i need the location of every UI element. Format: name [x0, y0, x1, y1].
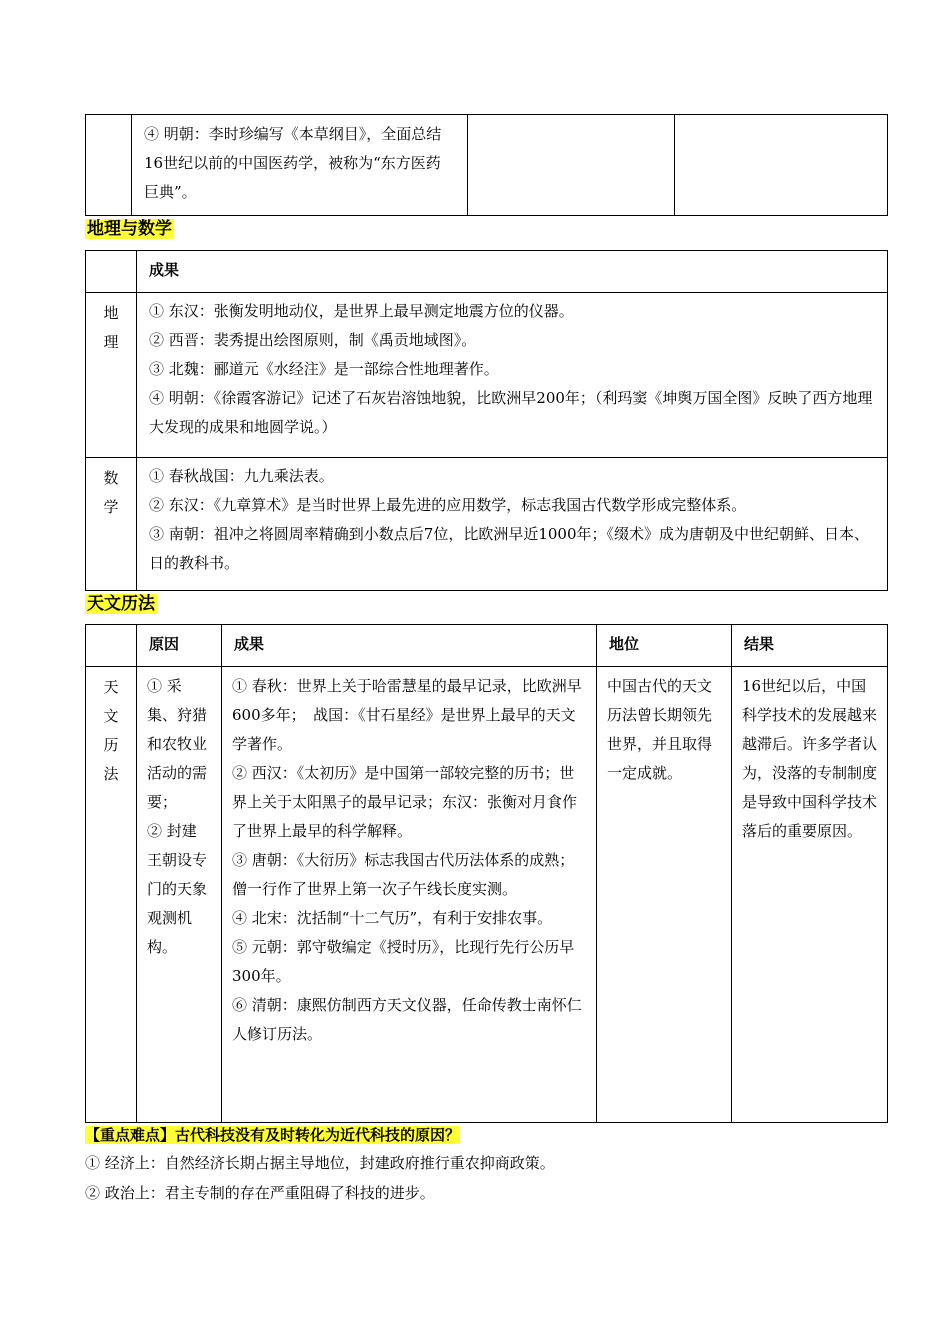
header-cell: [597, 625, 732, 667]
geo-label-cell: [86, 293, 137, 458]
column-header-result: 成果: [149, 261, 180, 279]
row-label-char: 文: [103, 707, 119, 725]
section-heading-astronomy: 天文历法: [87, 594, 155, 614]
header-cell: [222, 625, 597, 667]
geo-math-table: [85, 250, 888, 591]
key-point-list: [85, 1148, 887, 1208]
row-label-char: 法: [103, 765, 119, 783]
result-item: ① 春秋：世界上关于哈雷慧星的最早记录，比欧洲早600多年； 战国：《甘石星经》是世界上最早的天文学著作。: [232, 677, 582, 753]
row-label-char: 学: [103, 498, 119, 516]
astronomy-table: [85, 624, 888, 1123]
reason-item: ① 采集、狩猎和农牧业活动的需要；: [147, 677, 208, 811]
key-point-item: ① 经济上：自然经济长期占据主导地位，封建政府推行重农抑商政策。: [85, 1154, 555, 1172]
list-item: ② 西晋：裴秀提出绘图原则，制《禹贡地域图》。: [149, 331, 477, 349]
section-heading-geo-math: 地理与数学: [87, 219, 172, 239]
list-item: ① 东汉：张衡发明地动仪，是世界上最早测定地震方位的仪器。: [149, 302, 574, 320]
result-item: ④ 北宋：沈括制“十二气历”，有利于安排农事。: [232, 909, 553, 927]
astronomy-label-cell: [86, 667, 137, 1123]
row-label-char: 数: [103, 469, 119, 487]
column-header-outcome: 结果: [744, 635, 775, 653]
result-cell: [222, 667, 597, 1123]
empty-cell: [675, 115, 888, 216]
medicine-table: [85, 114, 888, 216]
list-item: ② 东汉：《九章算术》是当时世界上最先进的应用数学，标志我国古代数学形成完整体系。: [149, 496, 747, 514]
column-header-status: 地位: [609, 635, 640, 653]
status-text: 中国古代的天文历法曾长期领先世界，并且取得一定成就。: [607, 677, 713, 782]
result-item: ⑤ 元朝：郭守敬编定《授时历》，比现行先行公历早300年。: [232, 938, 575, 985]
medicine-item-4: ④ 明朝：李时珍编写《本草纲目》，全面总结16世纪以前的中国医药学，被称为“东方医药巨典”。: [144, 125, 442, 201]
row-label-char: 理: [103, 333, 119, 351]
empty-label-cell: [86, 115, 132, 216]
math-label-cell: [86, 458, 137, 591]
geo-math-header: [137, 251, 888, 293]
empty-header-cell: [86, 625, 137, 667]
empty-cell: [468, 115, 675, 216]
medicine-cell: [132, 115, 468, 216]
list-item: ④ 明朝：《徐霞客游记》记述了石灰岩溶蚀地貌，比欧洲早200年；（利玛窦《坤舆万国全图》反映了西方地理大发现的成果和地圆学说。）: [149, 389, 873, 436]
column-header-result: 成果: [234, 635, 265, 653]
key-point-title: 【重点难点】古代科技没有及时转化为近代科技的原因？: [85, 1126, 461, 1144]
geo-items-cell: [137, 293, 888, 458]
outcome-text: 16世纪以后，中国科学技术的发展越来越滞后。许多学者认为，没落的专制制度是导致中国科学技术落后的重要原因。: [742, 677, 878, 840]
status-cell: [597, 667, 732, 1123]
reason-cell: [137, 667, 222, 1123]
result-item: ③ 唐朝：《大衍历》标志我国古代历法体系的成熟；僧一行作了世界上第一次子午线长度实测。: [232, 851, 575, 898]
header-cell: [137, 625, 222, 667]
math-items-cell: [137, 458, 888, 591]
result-item: ② 西汉：《太初历》是中国第一部较完整的历书；世界上关于太阳黑子的最早记录；东汉：张衡对月食作了世界上最早的科学解释。: [232, 764, 578, 840]
column-header-reason: 原因: [149, 635, 180, 653]
row-label-char: 历: [103, 736, 119, 754]
header-cell: [732, 625, 888, 667]
result-item: ⑥ 清朝：康熙仿制西方天文仪器，任命传教士南怀仁人修订历法。: [232, 996, 582, 1043]
key-point-item: ② 政治上：君主专制的存在严重阻碍了科技的进步。: [85, 1184, 435, 1202]
list-item: ③ 北魏：郦道元《水经注》是一部综合性地理著作。: [149, 360, 499, 378]
outcome-cell: [732, 667, 888, 1123]
row-label-char: 天: [103, 678, 119, 696]
list-item: ③ 南朝：祖冲之将圆周率精确到小数点后7位，比欧洲早近1000年；《缀术》成为唐朝及中世纪朝鲜、日本、日的教科书。: [149, 525, 869, 572]
reason-item: ② 封建王朝设专门的天象观测机构。: [147, 822, 208, 956]
row-label-char: 地: [103, 304, 119, 322]
list-item: ① 春秋战国：九九乘法表。: [149, 467, 334, 485]
empty-header-cell: [86, 251, 137, 293]
